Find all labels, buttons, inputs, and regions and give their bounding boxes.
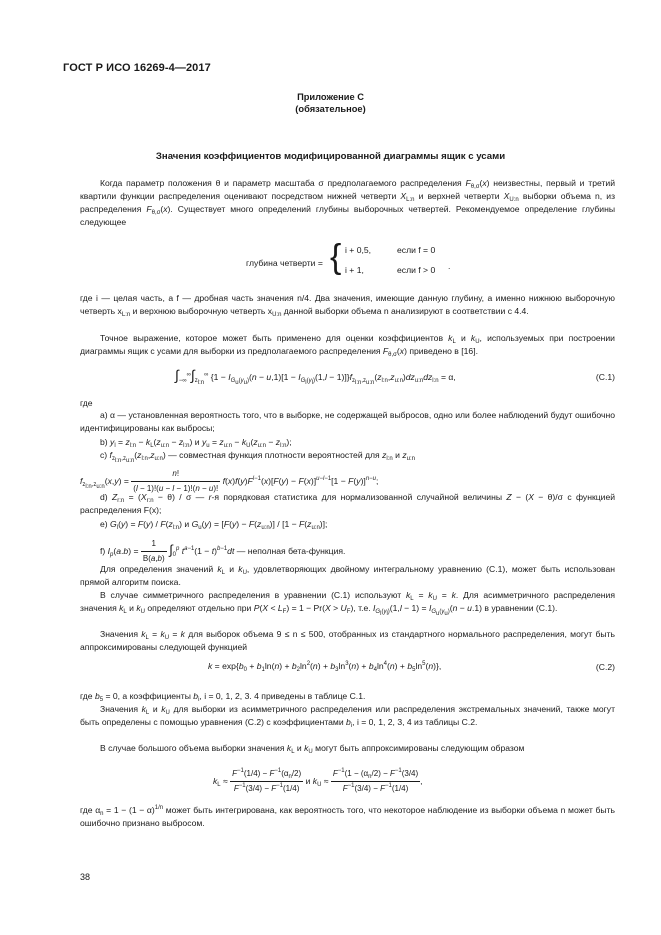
list-item-c: с) $f_{z_{l:n},z_{u:n}}(z_{l:n},z_{u:n})$ — совместная функция плотности вероятностей для $z_{l:n}$ и $z_{u:n}$ [100,450,415,464]
quartile-depth-label: глубина четверти = [246,258,323,268]
paragraph-exact-expression: Точное выражение, которое может быть применено для оценки коэффициентов $k_L$ и $k_U$, используемых при построении диаграммы ящик с усами для выборки из предполагаемого распределения $F_{\theta,\sigma}(x)$ приведено в [16]. [80,333,615,358]
document-header: ГОСТ Р ИСО 16269-4—2017 [63,62,211,74]
section-title: Значения коэффициентов модифицированной диаграммы ящик с усами [155,151,506,162]
paragraph-coefficients: где $b_5 = 0$, а коэффициенты $b_i$, i = 0, 1, 2, 3. 4 приведены в таблице С.1. [80,691,366,703]
list-item-a: а) α — установленная вероятность того, что в выборке, не содержащей выбросов, одно или более наблюдений будут ошибочно идентифицированы как выбросы; [80,410,615,433]
case2-condition: если f > 0 [397,265,436,275]
equation-c1-number: (С.1) [595,372,615,382]
joint-density-formula: $f_{z_{l:n},z_{u:n}}(x,y)$ = $\frac{n!}{(l - 1)!(u - l - 1)!(n - u)!}$ $f(x)f(y)F^{l-1}(x)[F(y) - F(x)]^{u-l-1}[1 - F(y)]^{n-u}$; [80,469,379,493]
paragraph-symmetric-case: В случае симметричного распределения в уравнении (С.1) используют $k_L = k_U = k$. Для асимметричного распределения значения $k_L$ и $k_U$ определяют отдельно при $P(X < L_F) = 1 - Pr(X > U_F)$, т.е. $I_{G_l(y_l)}(1,l - 1) = I_{G_u(y_u)}(n - u.1)$ в уравнении (С.1). [80,590,616,617]
equation-c2-number: (С.2) [595,662,615,672]
list-item-e: е) $G_l(y) = F(y) / F(z_{l:n})$ и $G_u(y) = [F(y) - F(z_{u:n})] / [1 - F(z_{u:n})]$; [100,519,328,531]
paragraph-alpha-n: где $\alpha_n = 1 - (1 - \alpha)^{1/n}$ может быть интегрирована, как вероятность того, что некоторое наблюдение из выборки объема n может быть ошибочно признано выбросом. [80,805,615,828]
paragraph-intro: Когда параметр положения θ и параметр масштаба σ предполагаемого распределения $F_{\theta,\sigma}(x)$ неизвестны, первый и третий квартили функции распределения оценивают посредством нижней четверти $X_{L:n}$ и верхней четверти $X_{U:n}$ выборки объема n, из распределения $F_{\theta,\sigma}(x)$. Существует много определений глубины выборочных четвертей. Рекомендуемое определение глубины следующее [80,178,616,227]
approximation-formulas: $k_L$ ≈ $\frac{F^{-1}(1/4) - F^{-1}(\alpha_n/2)}{F^{-1}(3/4) - F^{-1}(1/4)}$ и $k_U$ ≈ $\frac{F^{-1}(1 - (\alpha_n/2) - F^{-1}(3/4)}{F^{-1}(3/4) - F^{-1}(1/4)}$ , [213,768,423,793]
appendix-status: (обязательное) [295,104,366,114]
equation-c1: $\int_{-\infty}^\infty\int_{z_{l:n}}^\infty$ $\{1 - I_{G_u(y_u)}(n - u,1)[1 - I_{G_l(y_l)}(1,l - 1)]\}f_{z_{l:n},z_{u:n}}(z_{l:n},z_{u:n})dz_{u:n}dz_{l:n} = \alpha$, [175,367,456,386]
case1-condition: если f = 0 [397,245,436,255]
paragraph-depth-explain: где i — целая часть, а f — дробная часть значения n/4. Два значения, имеющие данную глубину, а именно нижнюю выборочную четверть $x_{L:n}$ и верхнюю выборочную четверть $x_{U:n}$ данной выборки объема n анализируют в соответствии с 4.4. [80,293,615,318]
appendix-title: Приложение С [297,92,364,102]
paragraph-large-sample: В случае большого объема выборки значения $k_L$ и $k_U$ могут быть аппроксимированы следующим образом [100,743,525,755]
equation-c2: $k = \exp\{b_0 + b_1\ln(n) + b_2\ln^2(n) + b_3\ln^3(n) + b_4\ln^4(n) + b_5\ln^5(n)\}$, [208,661,442,673]
list-item-f: f) $I_p(a.b)$ = $\frac{1}{B(a,b)}$ $\int_0^p$ $t^{a-1}(1 - t)^{b-1}dt$ — неполная бета-функция. [100,539,346,563]
paragraph-search-algorithm: Для определения значений $k_L$ и $k_U$, удовлетворяющих двойному интегральному уравнению (С.1), может быть использован прямой алгоритм поиска. [80,564,616,587]
paragraph-normal-approx: Значения $k_L = k_U = k$ для выборок объема 9 ≤ n ≤ 500, отобранных из стандартного нормального распределения, могут быть аппроксимированы следующей функцией [80,629,615,652]
page-number: 38 [80,872,91,882]
case2-value: i + 1, [345,265,364,275]
case1-value: i + 0,5, [345,245,372,255]
brace-symbol: { [330,238,342,276]
paragraph-asymmetric: Значения $k_L$ и $k_U$ для выборки из асимметричного распределения или распределения экстремальных значений, также могут быть определены с помощью уравнения (С.2) с коэффициентами $b_i$, i = 0, 1, 2, 3, 4 из таблицы С.2. [80,704,616,729]
list-item-b: b) $y_l = z_{l:n} - k_L(z_{u:n} - z_{l:n})$ и $y_u = z_{u:n} - k_U(z_{u:n} - z_{l:n})$; [100,437,292,449]
where-label: где [80,398,93,408]
list-item-d: d) $Z_{r:n} = (X_{r:n} - \theta) / \sigma$ — r-я порядковая статистика для нормализованной случайной величины Z − (X − θ)/σ с функцией распределения F(x); [80,492,616,515]
